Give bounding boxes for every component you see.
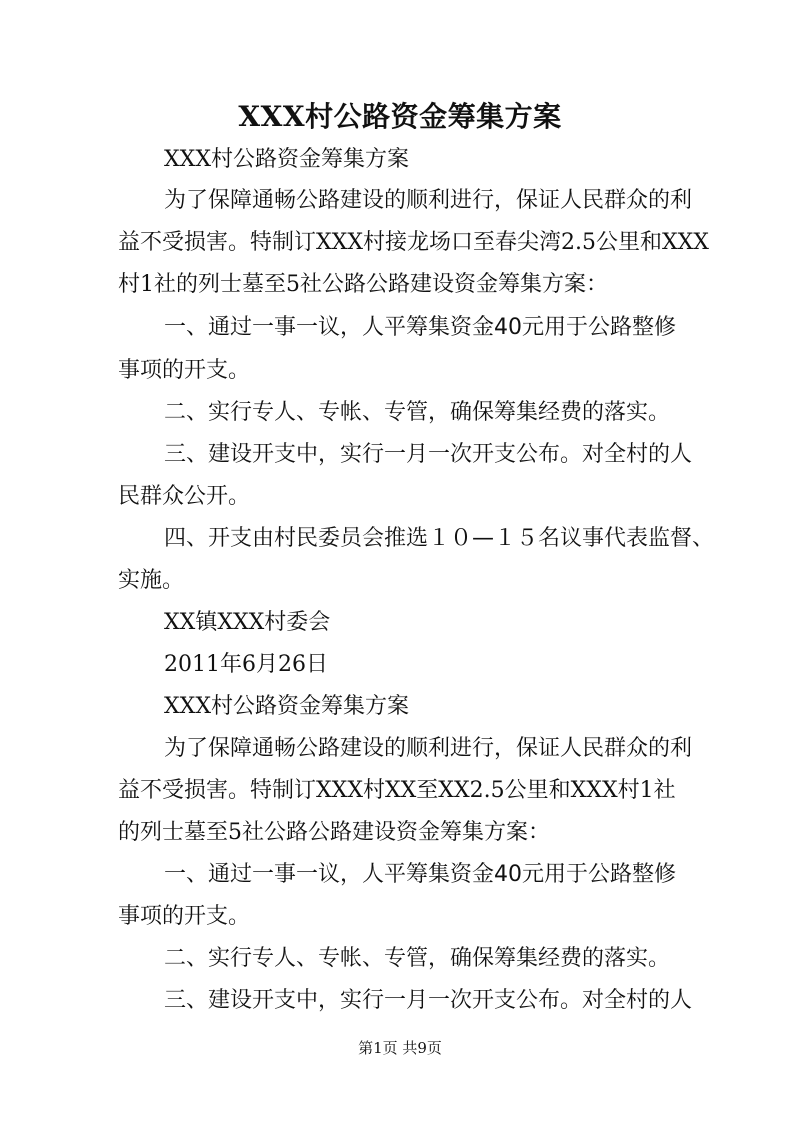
paragraph-line: 实施。 — [118, 568, 185, 593]
paragraph-line: 事项的开支。 — [118, 904, 251, 929]
paragraph-line: 二、实行专人、专帐、专管，确保筹集经费的落实。 — [164, 400, 671, 425]
subtitle-line: XXX村公路资金筹集方案 — [164, 147, 409, 172]
document-title: XXX村公路资金筹集方案 — [238, 100, 562, 133]
paragraph-line: 二、实行专人、专帐、专管，确保筹集经费的落实。 — [164, 946, 671, 971]
paragraph-line: 益不受损害。特制订XXX村接龙场口至春尖湾2.5公里和XXX — [118, 230, 709, 255]
paragraph-line: 三、建设开支中，实行一月一次开支公布。对全村的人 — [164, 442, 693, 467]
paragraph-line: 一、通过一事一议，人平筹集资金40元用于公路整修 — [164, 315, 676, 340]
paragraph-line: 民群众公开。 — [118, 484, 251, 509]
page-footer: 第1页 共9页 — [358, 1039, 442, 1057]
paragraph-line: 四、开支由村民委员会推选１０—１５名议事代表监督、 — [164, 526, 715, 551]
paragraph-line: 的列士墓至5社公路公路建设资金筹集方案： — [118, 820, 550, 845]
paragraph-line: 益不受损害。特制订XXX村XX至XX2.5公里和XXX村1社 — [118, 778, 676, 803]
paragraph-line: 村1社的列士墓至5社公路公路建设资金筹集方案： — [118, 272, 608, 297]
paragraph-line: 为了保障通畅公路建设的顺利进行，保证人民群众的利 — [164, 188, 693, 213]
paragraph-line: 为了保障通畅公路建设的顺利进行，保证人民群众的利 — [164, 736, 693, 761]
paragraph-line: 事项的开支。 — [118, 358, 251, 383]
subtitle-line: XXX村公路资金筹集方案 — [164, 694, 409, 719]
date-line: 2011年6月26日 — [164, 652, 328, 677]
signature-line: XX镇XXX村委会 — [164, 610, 331, 635]
paragraph-line: 一、通过一事一议，人平筹集资金40元用于公路整修 — [164, 862, 676, 887]
paragraph-line: 三、建设开支中，实行一月一次开支公布。对全村的人 — [164, 988, 693, 1013]
